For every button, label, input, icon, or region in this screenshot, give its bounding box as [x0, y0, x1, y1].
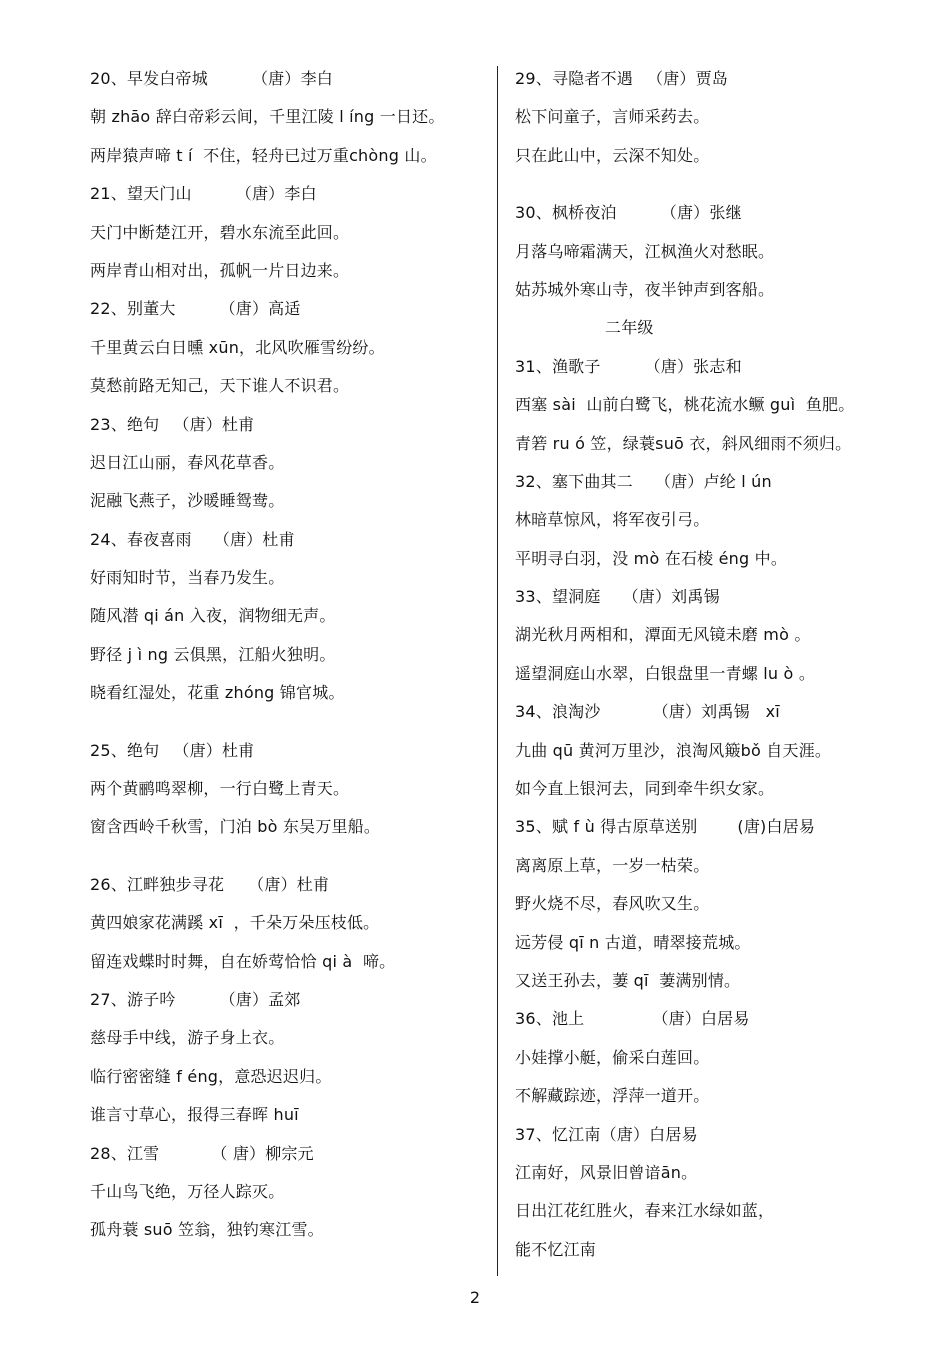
poem-line: 天门中断楚江开，碧水东流至此回。: [90, 222, 350, 242]
poem-34: [515, 693, 935, 808]
poem-title-line: [515, 808, 935, 846]
poem-title-line: [90, 1135, 490, 1173]
poem-line: 野火烧不尽，春风吹又生。: [515, 894, 710, 914]
spacer: [90, 713, 490, 732]
poem-title: 31、渔歌子: [515, 356, 601, 376]
poem-title: 37、忆江南: [515, 1124, 601, 1144]
poem-author: （唐）孟郊: [219, 989, 301, 1009]
poem-line: 日出江花红胜火，春来江水绿如蓝，: [515, 1201, 775, 1221]
poem-line: 远芳侵 qī n 古道，晴翠接荒城。: [515, 932, 751, 952]
poem-line: 又送王孙去，萋 qī 萋满别情。: [515, 970, 741, 990]
poem-line: 不解藏踪迹，浮萍一道开。: [515, 1086, 710, 1106]
poem-line: 能不忆江南: [515, 1239, 597, 1259]
poem-line: 好雨知时节，当春乃发生。: [90, 568, 285, 588]
poem-author: （唐）刘禹锡: [622, 587, 720, 607]
poem-author: （唐）杜甫: [173, 740, 255, 760]
right-column: [515, 60, 935, 1269]
poem-title: 26、江畔独步寻花: [90, 874, 225, 894]
poem-title-line: [515, 463, 935, 501]
poem-line: 两岸猿声啼 t í 不住，轻舟已过万重chòng 山。: [90, 145, 437, 165]
grade-heading: 二年级: [605, 318, 654, 338]
poem-line: 迟日江山丽，春风花草香。: [90, 452, 285, 472]
poem-title: 23、绝句: [90, 414, 160, 434]
poem-title: 20、早发白帝城: [90, 69, 208, 88]
poem-author: （唐）杜甫: [213, 529, 295, 549]
poem-title: 27、游子吟: [90, 989, 176, 1009]
poem-line: 两岸青山相对出，孤帆一片日边来。: [90, 260, 350, 280]
poem-line: 如今直上银河去，同到牵牛织女家。: [515, 779, 775, 799]
poem-29: [515, 60, 935, 175]
poem-line: 慈母手中线，游子身上衣。: [90, 1028, 285, 1048]
poem-author: （唐）杜甫: [173, 414, 255, 434]
poem-22: [90, 290, 490, 405]
poem-36: [515, 1000, 935, 1115]
poem-35: [515, 808, 935, 1000]
poem-line: 平明寻白羽，没 mò 在石棱 éng 中。: [515, 548, 788, 568]
poem-line: 只在此山中，云深不知处。: [515, 145, 710, 165]
poem-31: [515, 348, 935, 463]
poem-author: （唐）刘禹锡 xī: [652, 702, 780, 722]
poem-line: 月落乌啼霜满天，江枫渔火对愁眠。: [515, 241, 775, 261]
poem-line: 晓看红湿处，花重 zhóng 锦官城。: [90, 683, 345, 703]
poem-title: 24、春夜喜雨: [90, 529, 192, 549]
poem-line: 随风潜 qi án 入夜，润物细无声。: [90, 606, 336, 626]
poem-line: 两个黄鹂鸣翠柳，一行白鹭上青天。: [90, 779, 350, 799]
poem-30: [515, 194, 935, 309]
poem-title: 30、枫桥夜泊: [515, 203, 617, 223]
poem-line: 朝 zhāo 辞白帝彩云间，千里江陵 l íng 一日还。: [90, 107, 445, 127]
poem-title-line: [515, 348, 935, 386]
poem-title-line: [515, 1000, 935, 1038]
poem-27: [90, 981, 490, 1135]
poem-title: 21、望天门山: [90, 184, 192, 204]
poem-32: [515, 463, 935, 578]
poem-line: 离离原上草，一岁一枯荣。: [515, 855, 710, 875]
poem-author: （唐）白居易: [600, 1124, 698, 1144]
column-divider: [497, 66, 498, 1276]
poem-author: （唐）张继: [660, 203, 742, 223]
poem-title-line: [90, 521, 490, 559]
poem-author: （唐）李白: [251, 69, 333, 88]
poem-line: 遥望洞庭山水翠，白银盘里一青螺 lu ò 。: [515, 663, 816, 683]
poem-author: （唐）卢纶 l ún: [654, 471, 772, 491]
poem-title-line: [515, 194, 935, 232]
poem-author: （ 唐）柳宗元: [211, 1143, 314, 1163]
spacer: [515, 175, 935, 194]
spacer: [90, 847, 490, 866]
poem-line: 千里黄云白日曛 xūn，北风吹雁雪纷纷。: [90, 337, 385, 357]
poem-title: 34、浪淘沙: [515, 702, 601, 722]
page-number: 2: [469, 1288, 481, 1307]
poem-author: （唐）贾岛: [646, 69, 728, 88]
poem-26: [90, 866, 490, 981]
poem-title: 32、塞下曲其二: [515, 471, 633, 491]
poem-title: 29、寻隐者不遇: [515, 69, 633, 88]
poem-line: 松下问童子，言师采药去。: [515, 107, 710, 127]
poem-title: 35、赋 f ù 得古原草送别: [515, 817, 698, 837]
poem-line: 姑苏城外寒山寺，夜半钟声到客船。: [515, 279, 775, 299]
poem-author: （唐）白居易: [652, 1009, 750, 1029]
poem-line: 千山鸟飞绝，万径人踪灭。: [90, 1181, 285, 1201]
poem-line: 窗含西岭千秋雪，门泊 bò 东吴万里船。: [90, 817, 381, 837]
poem-title: 36、池上: [515, 1009, 585, 1029]
poem-line: 临行密密缝 f éng，意恐迟迟归。: [90, 1066, 332, 1086]
poem-20: [90, 60, 490, 175]
poem-line: 江南好，风景旧曾谙ān。: [515, 1162, 698, 1182]
poem-line: 孤舟蓑 suō 笠翁，独钓寒江雪。: [90, 1220, 324, 1240]
poem-author: （唐）高适: [219, 299, 301, 319]
poem-28: [90, 1135, 490, 1250]
poem-24: [90, 521, 490, 713]
poem-author: (唐)白居易: [737, 817, 816, 837]
left-column: [90, 60, 490, 1250]
poem-title-line: [90, 60, 490, 98]
poem-author: （唐）李白: [235, 184, 317, 204]
poem-title-line: [90, 175, 490, 213]
poem-author: （唐）杜甫: [248, 874, 330, 894]
poem-title-line: [515, 578, 935, 616]
poem-25: [90, 732, 490, 847]
poem-title-line: [90, 866, 490, 904]
poem-line: 九曲 qū 黄河万里沙，浪淘风簸bǒ 自天涯。: [515, 740, 832, 760]
poem-title: 25、绝句: [90, 740, 160, 760]
poem-23: [90, 406, 490, 521]
poem-line: 林暗草惊风，将军夜引弓。: [515, 510, 710, 530]
poem-author: （唐）张志和: [644, 356, 742, 376]
poem-title-line: [90, 406, 490, 444]
poem-line: 泥融飞燕子，沙暖睡鸳鸯。: [90, 491, 285, 511]
poem-line: 留连戏蝶时时舞，自在娇莺恰恰 qi à 啼。: [90, 951, 396, 971]
poem-title: 22、别董大: [90, 299, 176, 319]
poem-title: 28、江雪: [90, 1143, 160, 1163]
poem-title-line: [515, 1116, 935, 1154]
poem-title-line: [515, 693, 935, 731]
poem-title-line: [90, 732, 490, 770]
poem-21: [90, 175, 490, 290]
poem-line: 青箬 ru ó 笠，绿蓑suō 衣，斜风细雨不须归。: [515, 433, 852, 453]
poem-title-line: [90, 290, 490, 328]
poem-33: [515, 578, 935, 693]
poem-title-line: [515, 60, 935, 98]
poem-37: [515, 1116, 935, 1270]
poem-line: 野径 j ì ng 云俱黑，江船火独明。: [90, 644, 336, 664]
poem-line: 小娃撑小艇，偷采白莲回。: [515, 1047, 710, 1067]
poem-line: 西塞 sài 山前白鹭飞，桃花流水鳜 guì 鱼肥。: [515, 395, 855, 415]
poem-title: 33、望洞庭: [515, 587, 601, 607]
poem-line: 黄四娘家花满蹊 xī ，千朵万朵压枝低。: [90, 913, 380, 933]
poem-title-line: [90, 981, 490, 1019]
poem-line: 湖光秋月两相和，潭面无风镜未磨 mò 。: [515, 625, 811, 645]
poem-line: 莫愁前路无知己，天下谁人不识君。: [90, 376, 350, 396]
poem-line: 谁言寸草心，报得三春晖 huī: [90, 1105, 299, 1125]
